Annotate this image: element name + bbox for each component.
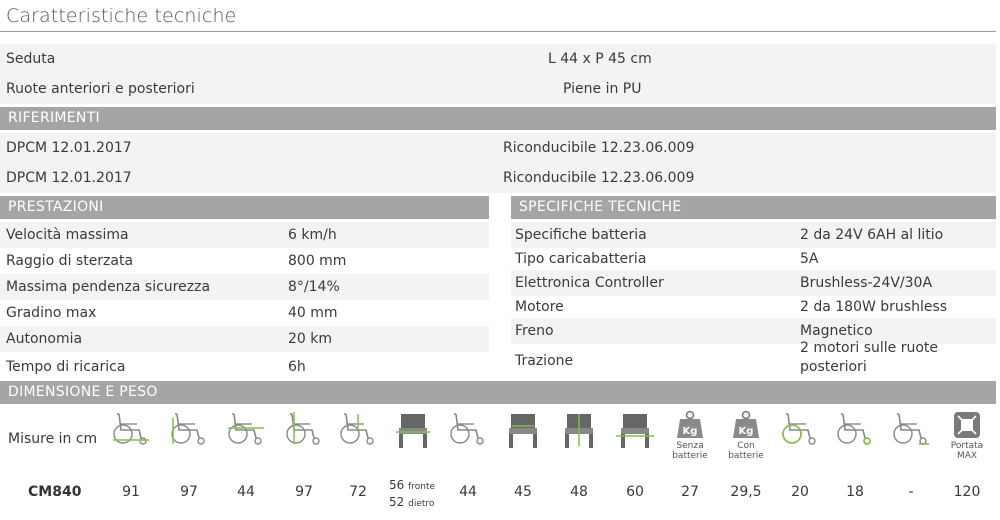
icon-caption-line-1: Con [737,441,755,451]
row-value: 2 da 180W brushless [800,299,948,315]
row-value: Magnetico [800,323,873,339]
prestazioni-row [0,326,489,352]
dimension-value: 44 [459,484,477,500]
dimension-value: 48 [570,484,588,500]
wheelchair-folded-width-icon [556,410,602,470]
prestazioni-header: PRESTAZIONI [0,196,489,219]
row-value: 40 mm [288,305,338,321]
front-rear-width-value [389,478,435,512]
row-label: Motore [515,299,564,315]
row-label: Tempo di ricarica [6,359,126,375]
specifiche-row [511,342,996,380]
svg-text:Kg: Kg [682,426,698,437]
model-name: CM840 [28,484,82,500]
row-value: 8°/14% [288,279,340,295]
dimension-value: 97 [295,484,313,500]
row-label: Ruote anteriori e posteriori [6,81,195,97]
row-label: Freno [515,323,554,339]
icon-caption [723,441,769,461]
row-label: Tipo caricabatteria [515,251,647,267]
front-note: fronte [408,482,436,492]
row-value: Riconducibile 12.23.06.009 [503,170,695,186]
wheelchair-backrest-height-icon [335,410,381,470]
wheelchair-seat-width-icon [500,410,546,470]
general-row-seat [0,44,996,74]
dimension-value: 20 [791,484,809,500]
riferimenti-row [0,163,996,193]
row-value-line-2: posteriori [800,359,867,375]
row-value: Riconducibile 12.23.06.009 [503,140,695,156]
wheelchair-rear-wheel-icon [777,410,823,470]
wheelchair-total-height-icon [281,410,327,470]
specifiche-row [511,222,996,248]
max-capacity-icon [944,410,990,470]
row-value: 20 km [288,331,333,347]
dimension-value: 91 [122,484,140,500]
row-label: Velocità massima [6,227,129,243]
page-title: Caratteristiche tecniche [6,5,237,27]
row-label: Trazione [515,353,574,369]
row-label: Autonomia [6,331,83,347]
wheelchair-open-width-icon [612,410,658,470]
dimensioni-header: DIMENSIONE E PESO [0,381,996,404]
row-value: Brushless-24V/30A [800,275,933,291]
row-value: Piene in PU [563,81,642,97]
icon-caption-line-1: Senza [676,441,704,451]
row-value: 800 mm [288,253,347,269]
wheelchair-castor-icon [888,410,934,470]
dimension-value: 45 [514,484,532,500]
wheelchair-front-width-icon [390,410,436,470]
row-label: Elettronica Controller [515,275,664,291]
row-label: Seduta [6,51,56,67]
dimension-value: 27 [681,484,699,500]
front-value: 56 [389,478,405,492]
dimension-value: - [908,484,914,500]
riferimenti-row [0,133,996,163]
wheelchair-seat-depth-icon [445,410,491,470]
prestazioni-row [0,248,489,274]
row-label: Raggio di sterzata [6,253,134,269]
title-divider [0,31,996,32]
dimension-value: 44 [237,484,255,500]
wheelchair-length-icon [108,410,154,470]
row-label: DPCM 12.01.2017 [6,140,132,156]
icon-caption [667,441,713,461]
specifiche-header: SPECIFICHE TECNICHE [511,196,996,219]
wheelchair-front-wheel-icon [832,410,878,470]
dimension-value: 97 [180,484,198,500]
row-label: Massima pendenza sicurezza [6,279,211,295]
row-label: Gradino max [6,305,97,321]
prestazioni-row [0,354,489,380]
icon-caption-line-1: Portata [950,441,984,451]
icon-caption [944,441,990,461]
weight-icon [667,410,713,470]
dimension-value: 60 [626,484,644,500]
row-value-line-1: 2 motori sulle ruote [800,340,939,356]
dimension-value: 29,5 [730,484,762,500]
row-value: L 44 x P 45 cm [548,51,652,67]
row-value: 6h [288,359,306,375]
rear-note: dietro [408,499,435,509]
wheelchair-seat-height-icon [223,410,269,470]
rear-value: 52 [389,495,405,509]
row-value: 5A [800,251,819,267]
row-label: DPCM 12.01.2017 [6,170,132,186]
specifiche-row [511,270,996,296]
svg-text:Kg: Kg [738,426,754,437]
prestazioni-row [0,274,489,300]
prestazioni-row [0,222,489,248]
measure-label: Misure in cm [8,431,98,447]
specifiche-row [511,246,996,272]
icon-caption-line-2: MAX [956,451,978,461]
icon-caption-line-2: batterie [672,451,708,461]
wheelchair-width-icon [166,410,212,470]
row-label: Specifiche batteria [515,227,647,243]
row-value: 6 km/h [288,227,337,243]
general-row-wheels [0,74,996,104]
row-value: 2 da 24V 6AH al litio [800,227,944,243]
dimension-value: 120 [953,484,981,500]
dimension-value: 72 [349,484,367,500]
riferimenti-header: RIFERIMENTI [0,107,996,130]
weight-icon [723,410,769,470]
dimension-value: 18 [846,484,864,500]
icon-caption-line-2: batterie [728,451,764,461]
specifiche-row [511,294,996,320]
prestazioni-row [0,300,489,326]
